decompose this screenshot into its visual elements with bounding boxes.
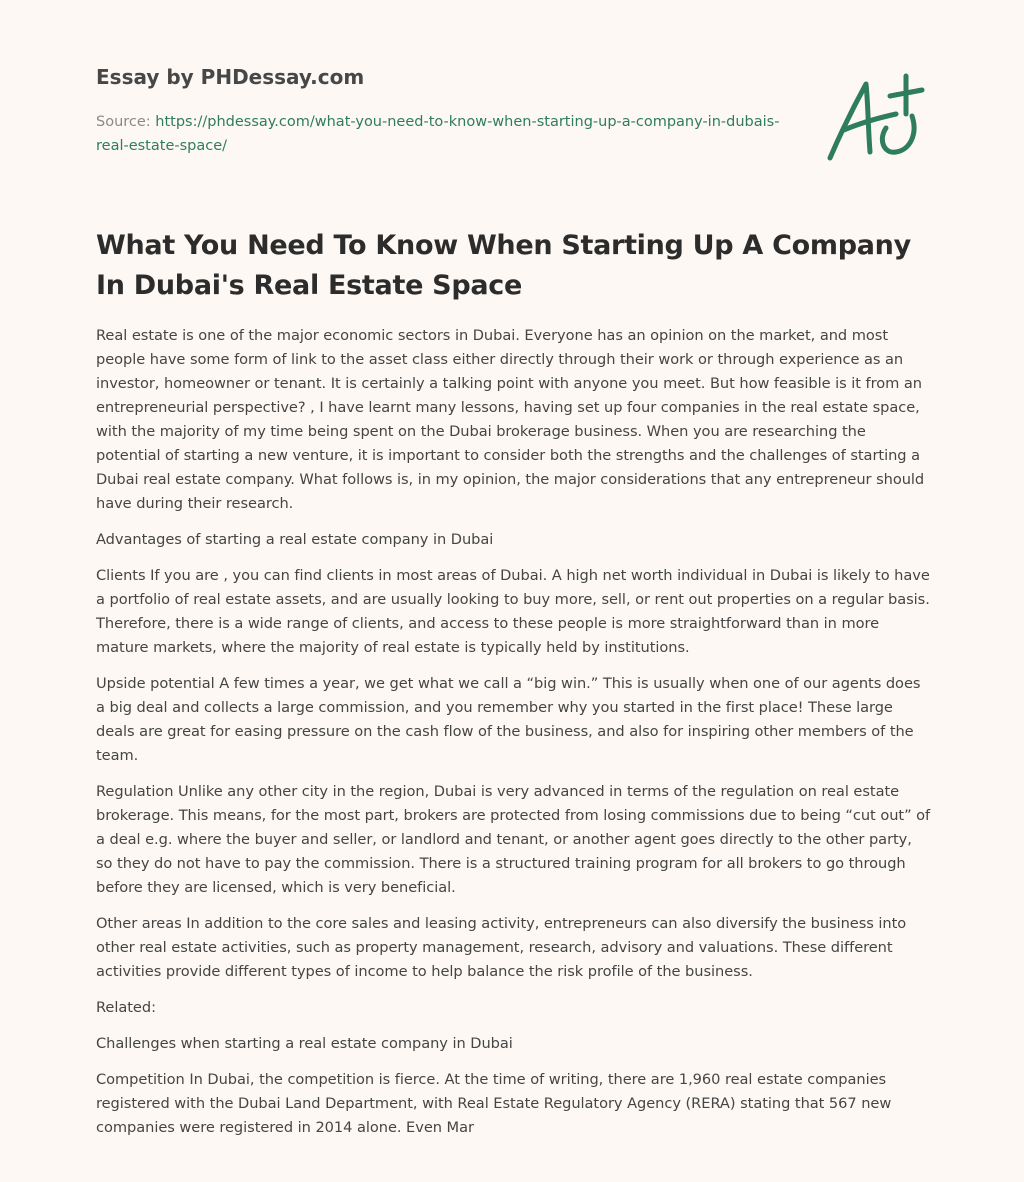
- a-plus-logo-icon: [820, 68, 930, 168]
- site-title: Essay by PHDessay.com: [96, 65, 365, 89]
- paragraph: Real estate is one of the major economic sectors in Dubai. Everyone has an opinion on the market, and most people have some form of link to the asset class either directly through their work or through experience as an investor, homeowner or tenant. It is certainly a talking point with anyone you meet. But how feasible is it from an entrepreneurial perspective? , I have learnt many lessons, having set up four companies in the real estate space, with the majority of my time being spent on the Dubai brokerage business. When you are researching the potential of starting a new venture, it is important to consider both the strengths and the challenges of starting a Dubai real estate company. What follows is, in my opinion, the major considerations that any entrepreneur should have during their research.: [96, 327, 925, 512]
- related-label: Related:: [96, 999, 156, 1016]
- source-label: Source:: [96, 114, 156, 130]
- paragraph: Clients If you are , you can find clients in most areas of Dubai. A high net worth individual in Dubai is likely to have a portfolio of real estate assets, and are usually looking to buy more, sell, or rent out properties on a regular basis. Therefore, there is a wide range of clients, and access to these people is more straightforward than in more mature markets, where the majority of real estate is typically held by institutions.: [96, 567, 930, 656]
- section-heading: Advantages of starting a real estate company in Dubai: [96, 531, 494, 548]
- source-link[interactable]: https://phdessay.com/what-you-need-to-know-when-starting-up-a-company-in-dubais-real-estate-space/: [96, 114, 780, 154]
- section-heading: Challenges when starting a real estate company in Dubai: [96, 1035, 513, 1052]
- paragraph: Other areas In addition to the core sales and leasing activity, entrepreneurs can also diversify the business into other real estate activities, such as property management, research, advisory and valuations. These different activities provide different types of income to help balance the risk profile of the business.: [96, 915, 907, 980]
- paragraph: Regulation Unlike any other city in the region, Dubai is very advanced in terms of the regulation on real estate brokerage. This means, for the most part, brokers are protected from losing commissions due to being “cut out” of a deal e.g. where the buyer and seller, or landlord and tenant, or another agent goes directly to the other party, so they do not have to pay the commission. There is a structured training program for all brokers to go through before they are licensed, which is very beneficial.: [96, 783, 931, 896]
- paragraph: Upside potential A few times a year, we get what we call a “big win.” This is usually when one of our agents does a big deal and collects a large commission, and you remember why you started in the first place! These large deals are great for easing pressure on the cash flow of the business, and also for inspiring other members of the team.: [96, 675, 921, 764]
- source-line: [96, 110, 796, 158]
- paragraph: Competition In Dubai, the competition is fierce. At the time of writing, there are 1,960 real estate companies registered with the Dubai Land Department, with Real Estate Regulatory Agency (RERA) stating that 567 new companies were registered in 2014 alone. Even Mar: [96, 1071, 892, 1136]
- article-title: What You Need To Know When Starting Up A Company In Dubai's Real Estate Space: [96, 230, 911, 301]
- page-header: [96, 62, 796, 158]
- article-body: [96, 324, 931, 1152]
